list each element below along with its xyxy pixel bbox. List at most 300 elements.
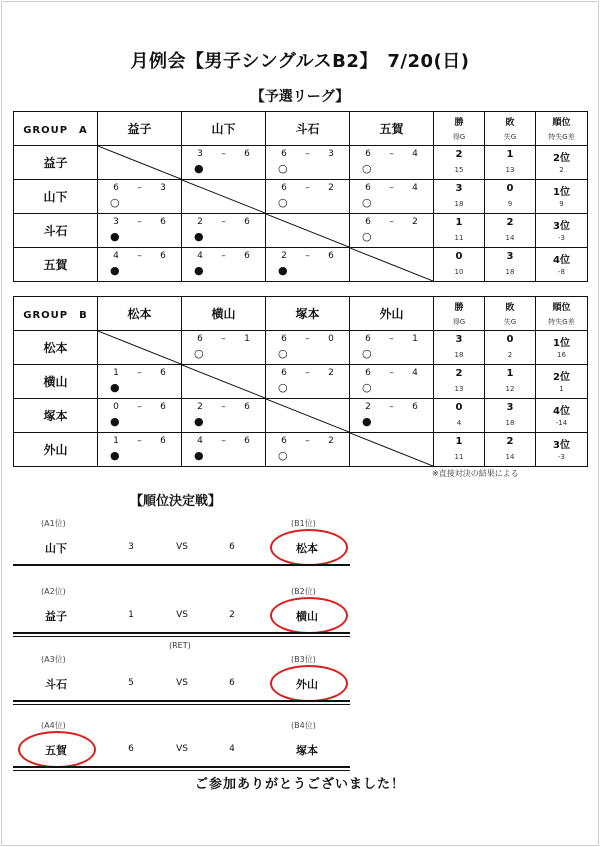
diagonal-line: [266, 214, 349, 247]
win-mark: ○: [278, 381, 288, 394]
stat-rank-sub: 2: [559, 166, 564, 174]
match-cell: [182, 399, 266, 433]
match-score: [182, 402, 265, 412]
player-a: 五賀: [45, 744, 67, 757]
column-player: 山下: [182, 112, 266, 146]
match-score: [182, 149, 265, 159]
column-player: 塚本: [266, 297, 350, 331]
match-score: [98, 368, 181, 378]
stat-loss-value: 2: [506, 436, 514, 447]
stat-rank-value: 3位: [553, 221, 570, 232]
playoff-match: [13, 514, 350, 570]
match-score: [98, 217, 181, 227]
vs-label: VS: [176, 678, 188, 688]
match-score: [266, 183, 349, 193]
header-win: [434, 112, 485, 146]
diagonal-line: [350, 433, 433, 466]
stat-win-sub: 18: [454, 351, 464, 359]
player-b: 外山: [296, 678, 318, 691]
stat-win: [434, 399, 485, 433]
stat-loss-sub: 12: [505, 385, 515, 393]
winner-circle: [270, 597, 348, 634]
column-player: 外山: [350, 297, 434, 331]
score-opp: 6: [328, 251, 334, 261]
stat-rank: [536, 214, 588, 248]
match-score: [182, 436, 265, 446]
match-cell: [98, 433, 182, 467]
stat-rank-value: 4位: [553, 406, 570, 417]
score-b: 2: [229, 610, 235, 620]
stat-loss-value: 3: [506, 251, 514, 262]
stat-loss-sub: 18: [505, 419, 515, 427]
score-own: 2: [281, 251, 287, 261]
header-rank-sub: 特失G差: [548, 318, 575, 326]
loss-mark: ●: [194, 415, 204, 428]
table-row: [14, 365, 588, 399]
stat-loss-sub: 13: [505, 166, 515, 174]
score-opp: 6: [160, 217, 166, 227]
score-opp: 6: [160, 436, 166, 446]
stat-loss-value: 3: [506, 402, 514, 413]
header-win-label: 勝: [454, 303, 464, 313]
score-dash: –: [389, 368, 394, 378]
seed-b: (B3位): [291, 655, 316, 664]
diagonal-line: [182, 180, 265, 213]
match-cell: [350, 214, 434, 248]
score-dash: –: [305, 183, 310, 193]
score-opp: 6: [244, 149, 250, 159]
loss-mark: ●: [194, 162, 204, 175]
score-opp: 6: [244, 251, 250, 261]
score-opp: 6: [244, 436, 250, 446]
stat-loss-value: 1: [506, 149, 514, 160]
score-opp: 1: [244, 334, 250, 344]
score-dash: –: [221, 251, 226, 261]
stat-win-value: 2: [455, 149, 463, 160]
playoff-match: [13, 582, 350, 650]
match-cell: [350, 365, 434, 399]
header-loss-sub: 失G: [503, 318, 517, 326]
score-own: 2: [197, 402, 203, 412]
score-opp: 6: [244, 402, 250, 412]
self-cell: [266, 214, 350, 248]
score-a: 5: [128, 678, 134, 688]
group-a-table: [13, 111, 588, 282]
stat-rank-sub: 1: [559, 385, 564, 393]
stat-win-sub: 4: [456, 419, 462, 427]
seed-a: (A4位): [41, 721, 66, 730]
score-b: 6: [229, 678, 235, 688]
divider-line: [13, 766, 350, 768]
match-cell: [350, 399, 434, 433]
score-a: 6: [128, 744, 134, 754]
loss-mark: ●: [110, 230, 120, 243]
score-opp: 4: [412, 368, 418, 378]
score-dash: –: [389, 402, 394, 412]
match-score: [266, 251, 349, 261]
stat-win: [434, 365, 485, 399]
score-own: 4: [197, 251, 203, 261]
match-cell: [266, 365, 350, 399]
score-dash: –: [221, 436, 226, 446]
header-row: [14, 112, 588, 146]
seed-a: (A2位): [41, 587, 66, 596]
stat-loss-sub: 14: [505, 234, 515, 242]
stat-win-value: 1: [455, 436, 463, 447]
header-loss: [485, 297, 536, 331]
stat-loss-value: 2: [506, 217, 514, 228]
score-dash: –: [305, 149, 310, 159]
score-own: 6: [365, 149, 371, 159]
score-b: 4: [229, 744, 235, 754]
loss-mark: ●: [362, 415, 372, 428]
retired-note: (RET): [169, 641, 191, 650]
score-dash: –: [137, 368, 142, 378]
score-own: 4: [197, 436, 203, 446]
stat-win-sub: 13: [454, 385, 464, 393]
score-opp: 2: [328, 436, 334, 446]
column-player: 五賀: [350, 112, 434, 146]
score-opp: 6: [160, 402, 166, 412]
loss-mark: ●: [110, 415, 120, 428]
score-b: 6: [229, 542, 235, 552]
score-own: 6: [281, 436, 287, 446]
table-row: [14, 331, 588, 365]
winner-circle: [18, 731, 96, 768]
match-cell: [182, 331, 266, 365]
stat-rank-sub: -3: [558, 234, 565, 242]
stat-rank: [536, 180, 588, 214]
score-own: 3: [197, 149, 203, 159]
stat-loss: [485, 180, 536, 214]
row-player: 五賀: [14, 248, 98, 282]
stat-win-sub: 11: [454, 234, 464, 242]
score-opp: 6: [160, 251, 166, 261]
match-cell: [350, 331, 434, 365]
header-rank-label: 順位: [552, 303, 571, 313]
stat-rank-sub: -14: [555, 419, 568, 427]
page-title: 月例会【男子シングルスB2】 7/20(日): [130, 51, 470, 72]
stat-win: [434, 248, 485, 282]
match-cell: [182, 433, 266, 467]
stat-rank-value: 1位: [553, 338, 570, 349]
match-score: [98, 183, 181, 193]
tiebreak-note: ※直接対決の結果による: [432, 469, 519, 478]
stat-win-sub: 11: [454, 453, 464, 461]
score-dash: –: [305, 251, 310, 261]
header-loss-sub: 失G: [503, 133, 517, 141]
stat-loss: [485, 214, 536, 248]
seed-b: (B4位): [291, 721, 316, 730]
stat-win-value: 1: [455, 217, 463, 228]
stat-rank: [536, 248, 588, 282]
win-mark: ○: [278, 162, 288, 175]
score-dash: –: [305, 436, 310, 446]
seed-b: (B1位): [291, 519, 316, 528]
self-cell: [182, 180, 266, 214]
loss-mark: ●: [194, 230, 204, 243]
stat-rank: [536, 399, 588, 433]
table-row: [14, 214, 588, 248]
score-opp: 6: [412, 402, 418, 412]
score-opp: 2: [328, 183, 334, 193]
score-dash: –: [137, 436, 142, 446]
player-a: 斗石: [45, 678, 67, 691]
header-win: [434, 297, 485, 331]
player-b: 横山: [296, 610, 318, 623]
score-dash: –: [221, 334, 226, 344]
header-win-label: 勝: [454, 118, 464, 128]
header-win-sub: 得G: [452, 133, 466, 141]
match-cell: [266, 248, 350, 282]
score-opp: 3: [328, 149, 334, 159]
match-cell: [266, 180, 350, 214]
diagonal-line: [182, 365, 265, 398]
match-cell: [182, 248, 266, 282]
playoff-match: [13, 650, 350, 706]
stat-loss-sub: 18: [505, 268, 515, 276]
stat-loss-value: 0: [506, 183, 514, 194]
stat-rank: [536, 146, 588, 180]
column-player: 横山: [182, 297, 266, 331]
diagonal-line: [350, 248, 433, 281]
match-score: [350, 402, 433, 412]
match-cell: [266, 331, 350, 365]
closing-message: ご参加ありがとうございました！: [194, 777, 405, 792]
stat-loss: [485, 146, 536, 180]
match-score: [98, 436, 181, 446]
diagonal-line: [98, 146, 181, 179]
diagonal-line: [98, 331, 181, 364]
row-player: 横山: [14, 365, 98, 399]
score-opp: 2: [412, 217, 418, 227]
score-a: 3: [128, 542, 134, 552]
group-b-table: [13, 296, 588, 467]
stat-loss: [485, 365, 536, 399]
match-cell: [98, 365, 182, 399]
score-dash: –: [305, 334, 310, 344]
score-dash: –: [137, 402, 142, 412]
divider-line: [13, 770, 350, 771]
match-cell: [266, 146, 350, 180]
score-dash: –: [389, 217, 394, 227]
winner-circle: [270, 529, 348, 566]
score-opp: 4: [412, 183, 418, 193]
divider-line: [13, 564, 350, 566]
vs-label: VS: [176, 610, 188, 620]
score-opp: 6: [160, 368, 166, 378]
stat-win-sub: 18: [454, 200, 464, 208]
loss-mark: ●: [194, 264, 204, 277]
match-cell: [266, 433, 350, 467]
table-row: [14, 433, 588, 467]
row-player: 塚本: [14, 399, 98, 433]
stat-rank-value: 2位: [553, 372, 570, 383]
score-own: 6: [365, 183, 371, 193]
self-cell: [182, 365, 266, 399]
divider-line: [13, 632, 350, 634]
header-loss-label: 敗: [505, 118, 515, 128]
match-score: [266, 334, 349, 344]
stat-rank: [536, 331, 588, 365]
score-dash: –: [305, 368, 310, 378]
score-dash: –: [389, 183, 394, 193]
win-mark: ○: [278, 196, 288, 209]
row-player: 益子: [14, 146, 98, 180]
stat-win-value: 3: [455, 334, 463, 345]
match-score: [98, 402, 181, 412]
column-player: 益子: [98, 112, 182, 146]
header-rank: [536, 297, 588, 331]
score-opp: 6: [244, 217, 250, 227]
score-own: 6: [365, 217, 371, 227]
vs-label: VS: [176, 542, 188, 552]
stat-win: [434, 331, 485, 365]
player-b: 松本: [296, 542, 318, 555]
self-cell: [266, 399, 350, 433]
group-label: GROUP B: [14, 297, 98, 331]
header-loss: [485, 112, 536, 146]
win-mark: ○: [278, 449, 288, 462]
stat-loss: [485, 399, 536, 433]
score-dash: –: [137, 217, 142, 227]
stat-rank-sub: -8: [558, 268, 565, 276]
score-own: 6: [281, 368, 287, 378]
row-player: 山下: [14, 180, 98, 214]
seed-b: (B2位): [291, 587, 316, 596]
stat-win: [434, 180, 485, 214]
match-score: [182, 334, 265, 344]
loss-mark: ●: [194, 449, 204, 462]
score-own: 3: [113, 217, 119, 227]
self-cell: [98, 146, 182, 180]
seed-a: (A3位): [41, 655, 66, 664]
loss-mark: ●: [110, 264, 120, 277]
header-rank: [536, 112, 588, 146]
score-opp: 2: [328, 368, 334, 378]
match-score: [98, 251, 181, 261]
stat-loss-sub: 2: [507, 351, 513, 359]
stat-loss: [485, 248, 536, 282]
score-own: 6: [365, 334, 371, 344]
table-row: [14, 248, 588, 282]
stat-loss-value: 1: [506, 368, 514, 379]
score-dash: –: [389, 149, 394, 159]
playoff-match: [13, 716, 350, 772]
score-opp: 0: [328, 334, 334, 344]
stat-rank-sub: -3: [558, 453, 565, 461]
stat-loss-sub: 9: [507, 200, 513, 208]
score-own: 6: [281, 149, 287, 159]
stat-loss-sub: 14: [505, 453, 515, 461]
divider-line: [13, 700, 350, 702]
score-a: 1: [128, 610, 134, 620]
stat-win: [434, 214, 485, 248]
stat-rank-sub: 16: [557, 351, 566, 359]
playoff-title: 【順位決定戦】: [130, 494, 222, 509]
score-dash: –: [137, 183, 142, 193]
self-cell: [350, 433, 434, 467]
stat-rank-value: 4位: [553, 255, 570, 266]
match-score: [350, 368, 433, 378]
match-score: [266, 436, 349, 446]
win-mark: ○: [362, 381, 372, 394]
player-a: 山下: [45, 542, 67, 555]
score-own: 2: [365, 402, 371, 412]
stat-loss: [485, 433, 536, 467]
score-opp: 4: [412, 149, 418, 159]
win-mark: ○: [110, 196, 120, 209]
stat-win-sub: 15: [454, 166, 464, 174]
win-mark: ○: [362, 230, 372, 243]
score-own: 6: [281, 334, 287, 344]
win-mark: ○: [278, 347, 288, 360]
match-cell: [98, 214, 182, 248]
row-player: 斗石: [14, 214, 98, 248]
header-row: [14, 297, 588, 331]
stat-win-value: 0: [455, 402, 463, 413]
score-dash: –: [221, 149, 226, 159]
diagonal-line: [266, 399, 349, 432]
stat-win-value: 3: [455, 183, 463, 194]
match-cell: [98, 399, 182, 433]
row-player: 外山: [14, 433, 98, 467]
loss-mark: ●: [110, 381, 120, 394]
vs-label: VS: [176, 744, 188, 754]
score-own: 0: [113, 402, 119, 412]
stat-win: [434, 433, 485, 467]
stat-rank: [536, 433, 588, 467]
divider-line: [13, 636, 350, 637]
stat-rank-value: 2位: [553, 153, 570, 164]
table-row: [14, 399, 588, 433]
row-player: 松本: [14, 331, 98, 365]
header-rank-sub: 特失G差: [548, 133, 575, 141]
stat-win-value: 2: [455, 368, 463, 379]
loss-mark: ●: [110, 449, 120, 462]
score-own: 2: [197, 217, 203, 227]
match-cell: [98, 180, 182, 214]
score-own: 6: [281, 183, 287, 193]
winner-circle: [270, 665, 348, 702]
match-cell: [350, 180, 434, 214]
score-dash: –: [137, 251, 142, 261]
match-score: [182, 217, 265, 227]
win-mark: ○: [362, 162, 372, 175]
player-a: 益子: [45, 610, 67, 623]
table-row: [14, 180, 588, 214]
column-player: 松本: [98, 297, 182, 331]
score-own: 6: [365, 368, 371, 378]
header-rank-label: 順位: [552, 118, 571, 128]
stat-loss-value: 0: [506, 334, 514, 345]
column-player: 斗石: [266, 112, 350, 146]
seed-a: (A1位): [41, 519, 66, 528]
score-dash: –: [221, 217, 226, 227]
match-score: [266, 149, 349, 159]
score-own: 1: [113, 436, 119, 446]
stat-rank-sub: 9: [559, 200, 564, 208]
group-label: GROUP A: [14, 112, 98, 146]
score-dash: –: [221, 402, 226, 412]
stat-rank-value: 3位: [553, 440, 570, 451]
score-own: 1: [113, 368, 119, 378]
table-row: [14, 146, 588, 180]
match-cell: [182, 214, 266, 248]
match-score: [350, 217, 433, 227]
stat-win-sub: 10: [454, 268, 464, 276]
stat-loss: [485, 331, 536, 365]
